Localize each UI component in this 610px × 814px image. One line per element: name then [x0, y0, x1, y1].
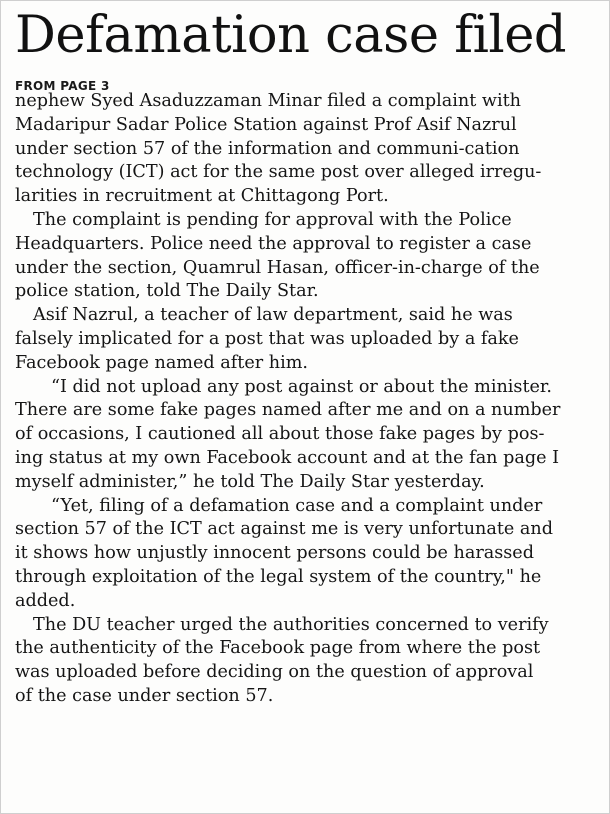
- text-line: ing status at my own Facebook account and at the fan page I: [15, 447, 560, 468]
- jump-line: FROM PAGE 3: [15, 79, 110, 93]
- text-line: of the case under section 57.: [15, 685, 274, 706]
- text-line: under section 57 of the information and communi-cation: [15, 138, 520, 159]
- paragraph: [15, 495, 603, 614]
- text-line: it shows how unjustly innocent persons could be harassed: [15, 543, 534, 564]
- paragraph: [15, 614, 603, 709]
- text-line: The complaint is pending for approval with the Police: [33, 209, 512, 230]
- text-line: the authenticity of the Facebook page from where the post: [15, 638, 541, 659]
- text-line: The DU teacher urged the authorities concerned to verify: [33, 614, 549, 635]
- text-line: myself administer,” he told The Daily Star yesterday.: [15, 471, 485, 492]
- text-line: falsely implicated for a post that was uploaded by a fake: [15, 328, 519, 349]
- text-line: nephew Syed Asaduzzaman Minar filed a complaint with: [15, 91, 521, 111]
- text-line: Headquarters. Police need the approval to register a case: [15, 233, 532, 254]
- text-line: Madaripur Sadar Police Station against Prof Asif Nazrul: [15, 114, 517, 135]
- text-line: technology (ICT) act for the same post over alleged irregu-: [15, 162, 542, 183]
- article-body: [15, 90, 603, 709]
- text-line: was uploaded before deciding on the question of approval: [15, 662, 534, 683]
- paragraph: [15, 304, 603, 375]
- text-line: Asif Nazrul, a teacher of law department, said he was: [33, 305, 513, 326]
- text-line: added.: [15, 590, 76, 611]
- text-line: “Yet, filing of a defamation case and a complaint under: [51, 495, 543, 516]
- text-line: of occasions, I cautioned all about those fake pages by pos-: [15, 424, 545, 445]
- headline: Defamation case filed: [15, 6, 567, 65]
- text-line: larities in recruitment at Chittagong Port.: [15, 186, 389, 207]
- text-line: “I did not upload any post against or about the minister.: [51, 376, 553, 397]
- paragraph: [15, 209, 603, 304]
- paragraph: [15, 376, 603, 495]
- text-line: Facebook page named after him.: [15, 352, 308, 373]
- text-line: There are some fake pages named after me and on a number: [15, 400, 561, 421]
- text-line: through exploitation of the legal system of the country," he: [15, 566, 542, 587]
- text-line: section 57 of the ICT act against me is very unfortunate and: [15, 519, 554, 540]
- text-line: police station, told The Daily Star.: [15, 281, 319, 302]
- text-line: under the section, Quamrul Hasan, officer-in-charge of the: [15, 257, 540, 278]
- paragraph: [15, 90, 603, 209]
